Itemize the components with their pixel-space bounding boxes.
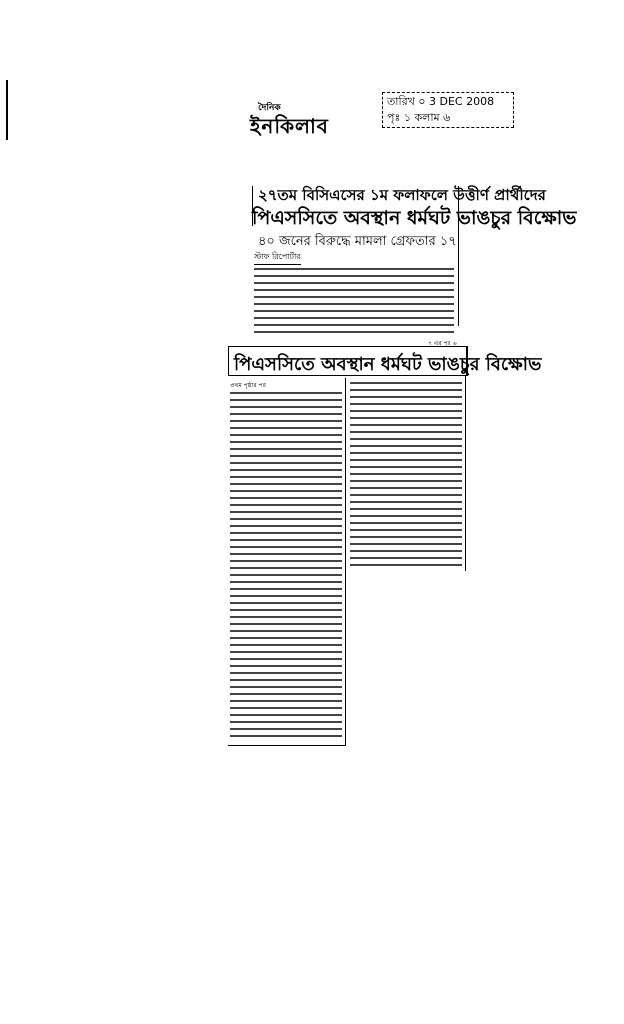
headline-top: ২৭তম বিসিএসের ১ম ফলাফলে উত্তীর্ণ প্রার্থীদের xyxy=(258,186,546,204)
clipping-edge-right-lower xyxy=(465,376,466,571)
article-body-intro xyxy=(254,266,454,336)
subheadline: ৪০ জনের বিরুদ্ধে মামলা গ্রেফতার ১৭ xyxy=(258,234,457,249)
stamp-page: পৃঃ ১ কলাম ৬ xyxy=(387,111,451,124)
headline-main: পিএসসিতে অবস্থান ধর্মঘট ভাঙচুর বিক্ষোভ xyxy=(252,207,577,229)
masthead-daily-label: দৈনিক xyxy=(258,103,281,113)
clipping-bottom-edge xyxy=(228,745,346,746)
date-stamp xyxy=(382,92,514,128)
stamp-date: তারিখ ০ 3 DEC 2008 xyxy=(387,95,495,108)
continued-headline: পিএসসিতে অবস্থান ধর্মঘট ভাঙচুর বিক্ষোভ xyxy=(234,354,542,375)
byline: স্টাফ রিপোর্টার xyxy=(254,251,301,265)
continuation-label: প্রথম পৃষ্ঠার পর xyxy=(230,382,266,389)
article-body-column-left xyxy=(230,390,342,742)
scan-margin-mark xyxy=(6,80,8,140)
continuation-reference: ৭ এর পৃঃ ৬ xyxy=(428,340,457,347)
article-body-column-right xyxy=(350,380,462,570)
masthead-newspaper-name: ইনকিলাব xyxy=(250,114,329,138)
column-divider xyxy=(345,378,346,746)
